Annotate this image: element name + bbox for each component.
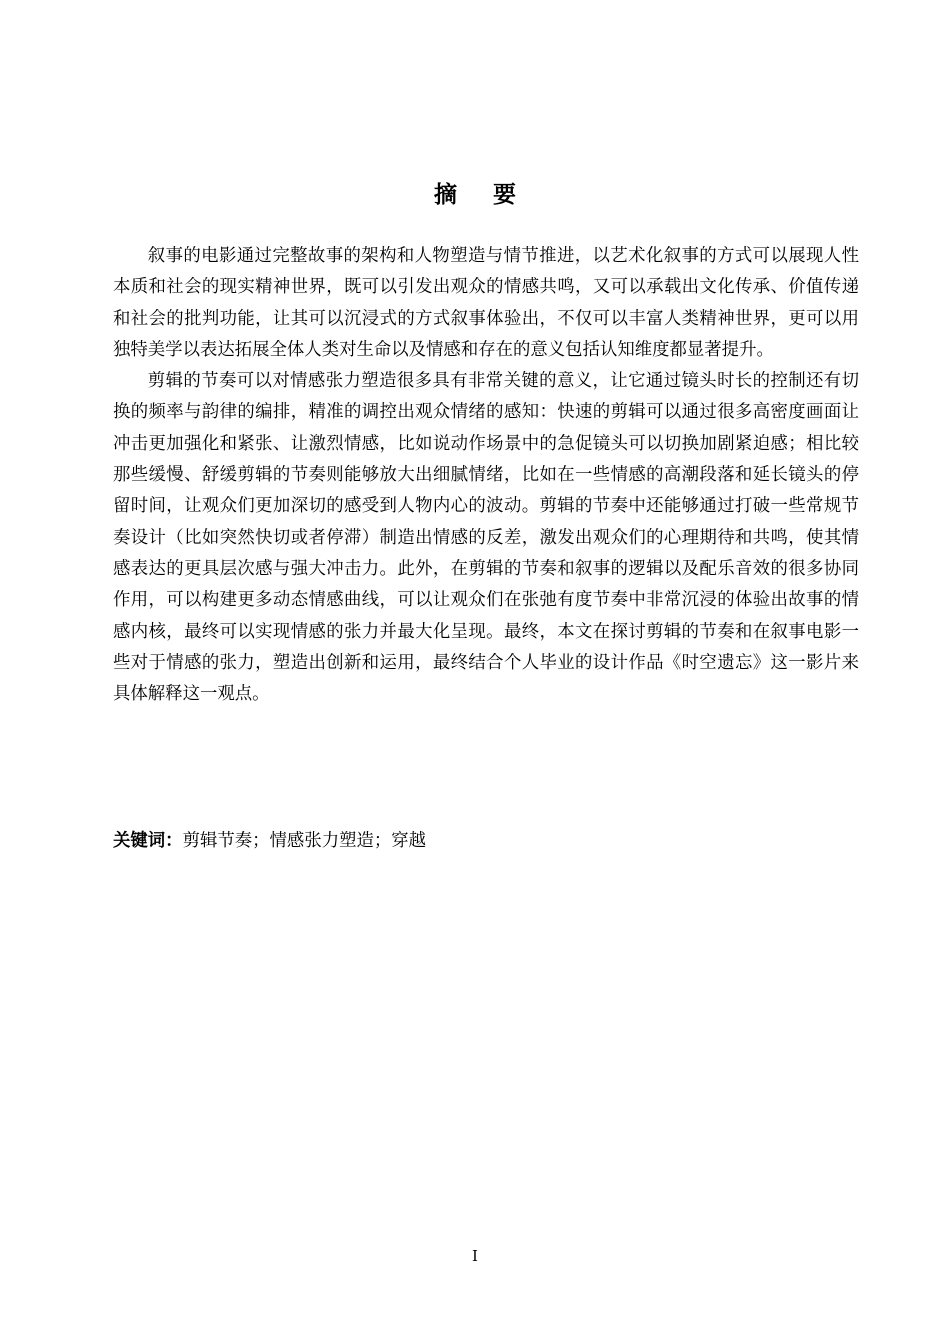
page-number: I	[472, 1247, 478, 1265]
page-title: 摘要	[434, 181, 552, 208]
keywords-label: 关键词：	[113, 831, 183, 851]
abstract-paragraph: 叙事的电影通过完整故事的架构和人物塑造与情节推进，以艺术化叙事的方式可以展现人性本质和社会的现实精神世界，既可以引发出观众的情感共鸣，又可以承载出文化传承、价值传递和社会的批判功能，让其可以沉浸式的方式叙事体验出，不仅可以丰富人类精神世界，更可以用独特美学以表达拓展全体人类对生命以及情感和存在的意义包括认知维度都显著提升。	[113, 246, 859, 360]
keywords-value: 剪辑节奏；情感张力塑造；穿越	[182, 831, 427, 851]
keywords-line	[113, 826, 859, 857]
abstract-body	[113, 241, 859, 710]
abstract-paragraph: 剪辑的节奏可以对情感张力塑造很多具有非常关键的意义，让它通过镜头时长的控制还有切换的频率与韵律的编排，精准的调控出观众情绪的感知：快速的剪辑可以通过很多高密度画面让冲击更加强化和紧张、让激烈情感，比如说动作场景中的急促镜头可以切换加剧紧迫感；相比较那些缓慢、舒缓剪辑的节奏则能够放大出细腻情绪，比如在一些情感的高潮段落和延长镜头的停留时间，让观众们更加深切的感受到人物内心的波动。剪辑的节奏中还能够通过打破一些常规节奏设计（比如突然快切或者停滞）制造出情感的反差，激发出观众们的心理期待和共鸣，使其情感表达的更具层次感与强大冲击力。此外，在剪辑的节奏和叙事的逻辑以及配乐音效的很多协同作用，可以构建更多动态情感曲线，可以让观众们在张弛有度节奏中非常沉浸的体验出故事的情感内核，最终可以实现情感的张力并最大化呈现。最终，本文在探讨剪辑的节奏和在叙事电影一些对于情感的张力，塑造出创新和运用，最终结合个人毕业的设计作品《时空遗忘》这一影片来具体解释这一观点。	[113, 371, 859, 705]
